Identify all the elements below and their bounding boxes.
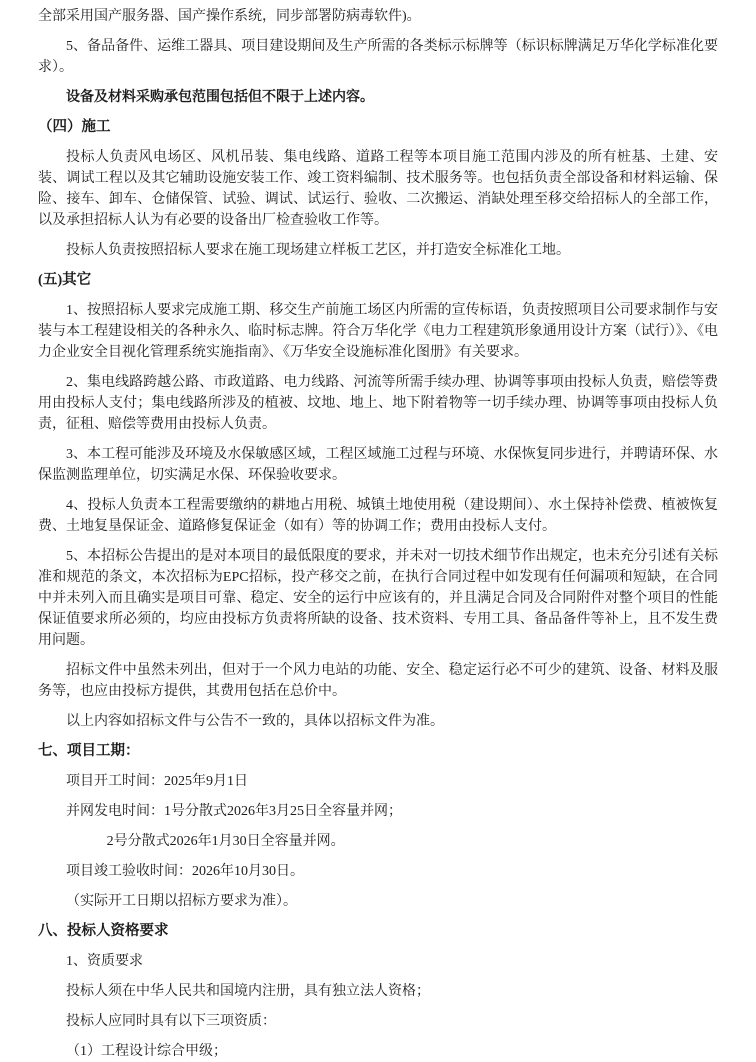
list-item-4-taxes-and-fees: 4、投标人负责本工程需要缴纳的耕地占用税、城镇土地使用税（建设期间）、水土保持补偿费、植被恢复费、土地复垦保证金、道路修复保证金（如有）等的协调工作；费用由投标人支付。 xyxy=(38,498,718,534)
line-three-qualifications-intro: 投标人应同时具有以下三项资质： xyxy=(66,1014,276,1029)
list-item-2-collector-lines: 2、集电线路跨越公路、市政道路、电力线路、河流等所需手续办理、协调等事项由投标人负责，赔偿等费用由投标人支付；集电线路所涉及的植被、坟地、地上、地下附着物等一切手续办理、协调等事项由投标人负责，征租、赔偿等费用由投标人负责。 xyxy=(38,375,718,432)
line-project-start-date: 项目开工时间：2025年9月1日 xyxy=(66,774,248,789)
line-qualification-requirements: 1、资质要求 xyxy=(66,954,143,969)
paragraph-discrepancy-note: 以上内容如招标文件与公告不一致的，具体以招标文件为准。 xyxy=(66,714,444,729)
list-item-spare-parts: 5、备品备件、运维工器具、项目建设期间及生产所需的各类标示标牌等（标识标牌满足万华化学标准化要求）。 xyxy=(38,39,718,75)
list-item-3-environment-protection: 3、本工程可能涉及环境及水保敏感区域，工程区域施工过程与环境、水保恢复同步进行，并聘请环保、水保监测监理单位，切实满足水保、环保验收要求。 xyxy=(38,447,718,483)
heading-section-4-construction: （四）施工 xyxy=(38,119,111,135)
heading-section-7-project-schedule: 七、项目工期： xyxy=(38,743,140,759)
paragraph-construction-scope: 投标人负责风电场区、风机吊装、集电线路、道路工程等本项目施工范围内涉及的所有桩基、土建、安装、调试工程以及其它辅助设施安装工作、竣工资料编制、技术服务等。也包括负责全部设备和材料运输、保险、接车、卸车、仓储保管、试验、调试、试运行、验收、二次搬运、消缺处理至移交给招标人的全部工作，以及承担招标人认为有必要的设备出厂检查验收工作等。 xyxy=(38,150,718,228)
heading-section-5-others: (五)其它 xyxy=(38,272,92,288)
line-grid-connection-1: 并网发电时间：1号分散式2026年3月25日全容量并网； xyxy=(66,804,402,819)
paragraph-unlisted-items: 招标文件中虽然未列出，但对于一个风力电站的功能、安全、稳定运行必不可少的建筑、设备、材料及服务等，也应由投标方提供，其费用包括在总价中。 xyxy=(38,663,718,699)
line-completion-acceptance-date: 项目竣工验收时间：2026年10月30日。 xyxy=(66,864,304,879)
line-qualification-item-1: （1）工程设计综合甲级； xyxy=(66,1044,227,1059)
paragraph-model-craft-area: 投标人负责按照招标人要求在施工现场建立样板工艺区，并打造安全标准化工地。 xyxy=(66,243,570,258)
paragraph-servers-continuation: 全部采用国产服务器、国产操作系统，同步部署防病毒软件)。 xyxy=(38,9,421,24)
heading-section-8-bidder-qualifications: 八、投标人资格要求 xyxy=(38,923,169,939)
line-registration-requirement: 投标人须在中华人民共和国境内注册，具有独立法人资格； xyxy=(66,984,430,999)
list-item-5-minimum-requirements: 5、本招标公告提出的是对本项目的最低限度的要求，并未对一切技术细节作出规定，也未充分引述有关标准和规范的条文，本次招标为EPC招标，投产移交之前，在执行合同过程中如发现有任何漏项和短缺，在合同中并未列入而且确实是项目可靠、稳定、安全的运行中应该有的，并且满足合同及合同附件对整个项目的性能保证值要求所必须的，均应由投标方负责将所缺的设备、技术资料、专用工具、备品备件等补上，且不发生费用问题。 xyxy=(38,549,718,648)
line-actual-start-note: （实际开工日期以招标方要求为准）。 xyxy=(66,894,297,909)
list-item-1-signage: 1、按照招标人要求完成施工期、移交生产前施工场区内所需的宣传标语，负责按照项目公司要求制作与安装与本工程建设相关的各种永久、临时标志牌。符合万华化学《电力工程建筑形象通用设计方案（试行）》、《电力企业安全目视化管理系统实施指南》、《万华安全设施标准化图册》有关要求。 xyxy=(38,303,718,360)
line-grid-connection-2: 2号分散式2026年1月30日全容量并网。 xyxy=(106,834,345,849)
bold-procurement-scope-note: 设备及材料采购承包范围包括但不限于上述内容。 xyxy=(66,90,374,105)
